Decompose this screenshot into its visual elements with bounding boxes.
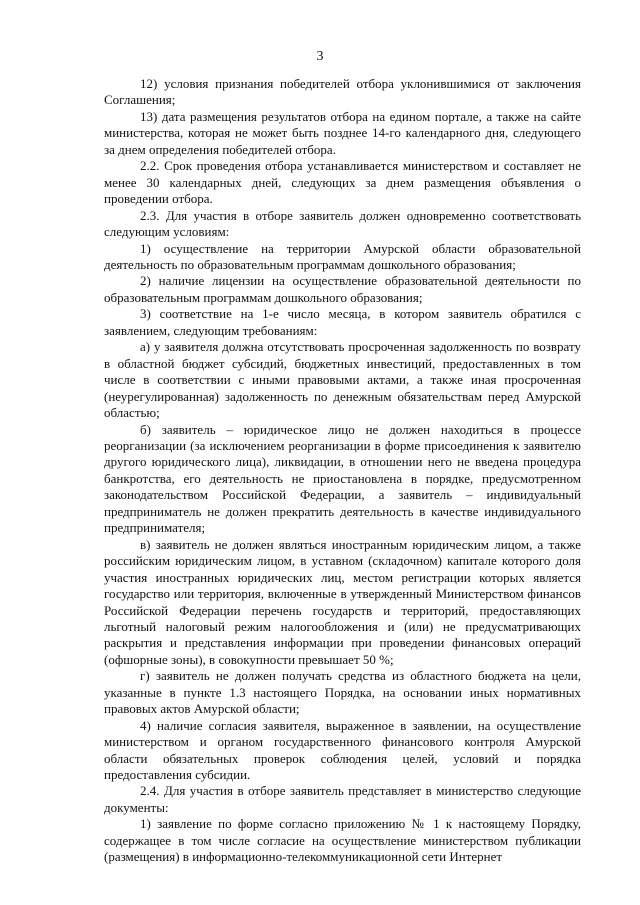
paragraph-condition-2: 2) наличие лицензии на осуществление образовательной деятельности по образовательным программам дошкольного образования; (104, 273, 581, 305)
paragraph-requirement-a: а) у заявителя должна отсутствовать просроченная задолженность по возврату в областной бюджет субсидий, бюджетных инвестиций, предоставленных в том числе в соответствии с иными правовыми актами, а также иная просроченная (неурегулированная) задолженность по денежным обязательствам перед Амурской областью; (104, 339, 581, 421)
page-number: 3 (316, 49, 324, 64)
paragraph-2-3: 2.3. Для участия в отборе заявитель должен одновременно соответствовать следующим условиям: (104, 207, 581, 240)
paragraph-condition-1: 1) осуществление на территории Амурской области образовательной деятельность по образовательным программам дошкольного образования; (104, 240, 581, 272)
paragraph-document-1: 1) заявление по форме согласно приложению № 1 к настоящему Порядку, содержащее в том числе согласие на осуществление министерством публикации (размещения) в информационно-телекоммуникационной сети Интернет (104, 816, 581, 865)
paragraph-item-12: 12) условия признания победителей отбора уклонившимися от заключения Соглашения; (104, 76, 581, 108)
paragraph-condition-3: 3) соответствие на 1-е число месяца, в котором заявитель обратился с заявлением, следующим требованиям: (104, 306, 581, 338)
document-body (104, 76, 581, 866)
paragraph-2-2: 2.2. Срок проведения отбора устанавливается министерством и составляет не менее 30 календарных дней, следующих за днем размещения объявления о проведении отбора. (104, 158, 581, 207)
paragraph-condition-4: 4) наличие согласия заявителя, выраженное в заявлении, на осуществление министерством и органом государственного финансового контроля Амурской области обязательных проверок соблюдения целей, условий и порядка предоставления субсидии. (104, 717, 581, 783)
paragraph-item-13: 13) дата размещения результатов отбора на едином портале, а также на сайте министерства, которая не может быть позднее 14-го календарного дня, следующего за днем определения победителей отбора. (104, 108, 581, 157)
paragraph-requirement-v: в) заявитель не должен являться иностранным юридическим лицом, а также российским юридическим лицом, в уставном (складочном) капитале которого доля участия иностранных юридических лиц, местом регистрации которых является государство или территория, включенные в утвержденный Министерством финансов Российской Федерации перечень государств и территорий, предоставляющих льготный налоговый режим налогообложения и (или) не предусматривающих раскрытия и представления информации при проведении финансовых операций (офшорные зоны), в совокупности превышает 50 %; (104, 536, 581, 667)
paragraph-requirement-g: г) заявитель не должен получать средства из областного бюджета на цели, указанные в пункте 1.3 настоящего Порядка, на основании иных нормативных правовых актов Амурской области; (104, 668, 581, 717)
paragraph-2-4: 2.4. Для участия в отборе заявитель представляет в министерство следующие документы: (104, 783, 581, 815)
paragraph-requirement-b: б) заявитель – юридическое лицо не должен находиться в процессе реорганизации (за исключением реорганизации в форме присоединения к заявителю другого юридического лица), ликвидации, в отношении него не введена процедура банкротства, его деятельность не приостановлена в порядке, предусмотренном законодательством Российской Федерации, а заявитель – индивидуальный предприниматель не должен прекратить деятельность в качестве индивидуального предпринимателя; (104, 421, 581, 536)
